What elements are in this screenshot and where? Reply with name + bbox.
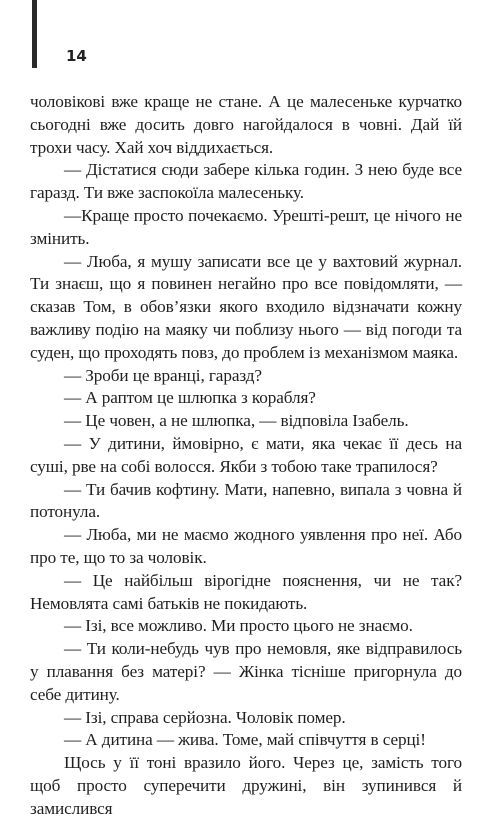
paragraph: чоловікові вже краще не стане. А це малесеньке курчатко сьогодні вже досить довго нагойдалося в човні. Дай їй трохи часу. Хай хоч віддихається. [30,92,462,157]
paragraph: — Це човен, а не шлюпка, — відповіла Ізабель. [64,411,409,431]
paragraph: — Це найбільш вірогідне пояснення, чи не так? Немовлята самі батьків не покидають. [30,570,462,613]
paragraph: — У дитини, ймовірно, є мати, яка чекає її десь на суші, рве на собі волосся. Якби з тобою таке трапилося? [30,433,462,476]
paragraph: —Краще просто почекаємо. Урешті-решт, це нічого не змінить. [30,205,462,248]
paragraph: — А дитина — жива. Томе, май співчуття в серці! [64,730,426,750]
page-number: 14 [66,47,87,65]
paragraph: — Люба, ми не маємо жодного уявлення про неї. Або про те, що то за чоловік. [30,525,462,567]
paragraph: Щось у її тоні вразило його. Через це, замість того щоб просто суперечити дружині, він зупинився й замислився [30,753,462,818]
paragraph: — Ізі, все можливо. Ми просто цього не знаємо. [64,616,413,636]
paragraph: — Люба, я мушу записати все це у вахтовий журнал. Ти знаєш, що я повинен негайно про все повідомляти, — сказав Том, в обов’язки якого входило відзначати кожну важливу подію на маяку чи поблизу нього — від погоди та суден, що проходять повз, до проблем із механізмом маяка. [30,251,462,362]
paragraph: — Зроби це вранці, гаразд? [64,365,262,385]
page-edge-bar [32,0,37,68]
paragraph: — Ти бачив кофтину. Мати, напевно, випала з човна й потонула. [30,479,462,522]
paragraph: — Ти коли-небудь чув про немовля, яке відправилось у плавання без матері? — Жінка тісніше пригорнула до себе дитину. [30,639,462,704]
paragraph: — Дістатися сюди забере кілька годин. З нею буде все гаразд. Ти вже заспокоїла малесеньку. [30,160,462,203]
body-text [30,91,462,821]
paragraph: — Ізі, справа серйозна. Чоловік помер. [64,707,346,727]
paragraph: — А раптом це шлюпка з корабля? [64,388,316,408]
